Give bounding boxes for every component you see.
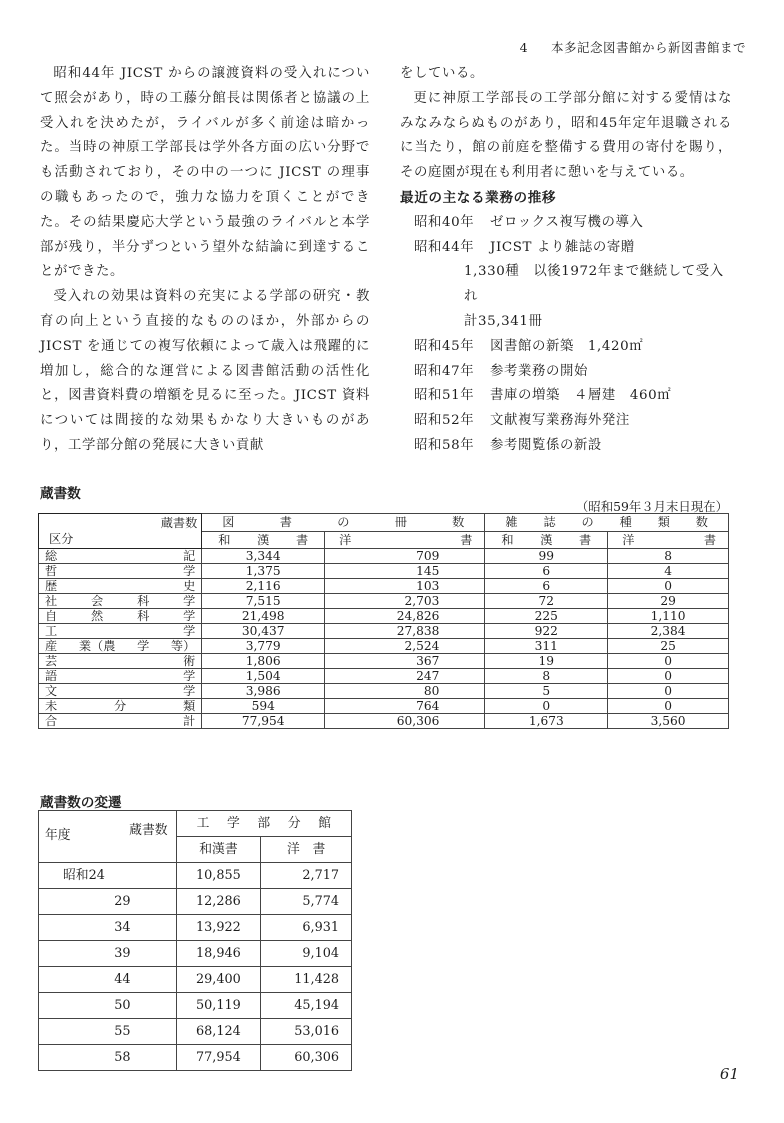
japanese-chinese-books: 10,855 — [176, 863, 261, 889]
row-label-chars — [45, 549, 195, 563]
history-item — [400, 335, 732, 360]
history-year: 昭和52年 — [414, 413, 475, 429]
header-char: 洋 — [339, 532, 352, 547]
table-row — [39, 654, 729, 669]
history-event-continued: 計35,341冊 — [464, 313, 543, 329]
western-books: 2,717 — [261, 863, 352, 889]
label-char: 類 — [183, 699, 196, 713]
table-row — [39, 967, 352, 993]
history-item — [400, 360, 732, 385]
journals-western: 29 — [608, 594, 729, 609]
journals-japanese-chinese: 99 — [485, 549, 608, 564]
as-of-date: （昭和59年３月末日現在） — [575, 499, 728, 514]
sub-yosho-header — [325, 531, 485, 549]
row-label — [39, 594, 202, 609]
table-row — [39, 993, 352, 1019]
corner-top-label: 蔵書数 — [160, 516, 198, 530]
western-books: 11,428 — [261, 967, 352, 993]
header-char: 書 — [295, 532, 309, 547]
label-char: 未 — [45, 699, 58, 713]
header-char: 洋 — [622, 532, 635, 547]
books-western: 80 — [325, 684, 485, 699]
history-item — [400, 409, 732, 434]
row-label-chars — [45, 564, 195, 578]
sub-yosho-header — [608, 531, 729, 549]
fiscal-year: 34 — [39, 915, 177, 941]
books-western: 24,826 — [325, 609, 485, 624]
label-char: 会 — [91, 594, 104, 608]
row-label — [39, 549, 202, 564]
japanese-chinese-books: 68,124 — [176, 1019, 261, 1045]
label-char: 然 — [91, 609, 104, 623]
label-char: 産 — [45, 639, 58, 653]
table-row — [39, 564, 729, 579]
holdings-table — [38, 513, 729, 729]
header-char: 種 — [619, 515, 632, 530]
chapter-title: 本多記念図書館から新図書館まで — [550, 40, 746, 55]
row-label — [39, 609, 202, 624]
row-label-chars — [45, 654, 195, 668]
row-label — [39, 714, 202, 729]
row-label — [39, 624, 202, 639]
books-western: 27,838 — [325, 624, 485, 639]
header-row — [39, 514, 729, 532]
journals-western: 3,560 — [608, 714, 729, 729]
header-char: 漢 — [257, 532, 270, 547]
history-year: 昭和44年 — [414, 239, 475, 255]
label-char: 学 — [183, 624, 196, 638]
table-row — [39, 889, 352, 915]
header-char: 館 — [318, 816, 331, 831]
label-char: 学 — [183, 669, 196, 683]
label-char: 計 — [183, 714, 196, 728]
books-japanese-chinese: 77,954 — [202, 714, 325, 729]
row-label-chars — [45, 624, 195, 638]
label-char: 学 — [137, 639, 150, 653]
label-char: 術 — [183, 654, 196, 668]
books-japanese-chinese: 3,779 — [202, 639, 325, 654]
japanese-chinese-books: 77,954 — [176, 1045, 261, 1071]
fiscal-year: 昭和24 — [39, 863, 177, 889]
books-western: 2,703 — [325, 594, 485, 609]
journals-japanese-chinese: 0 — [485, 699, 608, 714]
table-row — [39, 941, 352, 967]
label-char: 学 — [183, 564, 196, 578]
row-label — [39, 699, 202, 714]
sub-wakan-header: 和漢書 — [176, 837, 261, 863]
history-item — [400, 384, 732, 409]
row-label — [39, 639, 202, 654]
journals-japanese-chinese: 5 — [485, 684, 608, 699]
label-char: 社 — [45, 594, 58, 608]
books-japanese-chinese: 594 — [202, 699, 325, 714]
history-item — [400, 211, 732, 236]
fiscal-year: 50 — [39, 993, 177, 1019]
row-label — [39, 684, 202, 699]
header-char: 図 — [222, 515, 235, 530]
table-row — [39, 579, 729, 594]
header-char: の — [581, 515, 594, 530]
books-japanese-chinese: 3,344 — [202, 549, 325, 564]
journals-japanese-chinese: 72 — [485, 594, 608, 609]
history-event: JICST より雑誌の寄贈 — [490, 239, 635, 255]
history-event: ゼロックス複写機の導入 — [490, 214, 644, 230]
books-western: 2,524 — [325, 639, 485, 654]
books-western: 367 — [325, 654, 485, 669]
label-char: 自 — [45, 609, 58, 623]
corner-bottom-label: 年度 — [45, 827, 71, 843]
japanese-chinese-books: 50,119 — [176, 993, 261, 1019]
history-list — [400, 211, 732, 459]
western-books: 5,774 — [261, 889, 352, 915]
holdings-table-caption: 蔵書数 — [40, 486, 81, 502]
header-char: 分 — [287, 816, 301, 831]
table-row — [39, 863, 352, 889]
journals-japanese-chinese: 1,673 — [485, 714, 608, 729]
table-row — [39, 549, 729, 564]
header-char: 和 — [218, 532, 231, 547]
running-head — [520, 38, 746, 56]
label-char: 文 — [45, 684, 58, 698]
books-western: 709 — [325, 549, 485, 564]
journals-japanese-chinese: 311 — [485, 639, 608, 654]
corner-bottom-label: 区分 — [49, 532, 74, 546]
label-char: 哲 — [45, 564, 58, 578]
label-char: 分 — [114, 699, 127, 713]
paragraph: 昭和44年 JICST からの譲渡資料の受入れについて照会があり，時の工藤分館長は関係者と協議の上受入れを決めたが，ライバルが多く前途は暗かった。当時の神原工学部長は学外各方面の広い分野でも活動されており，その中の一つに JICST の理事の職もあったので，強力な協力を頂くことができた。その結果慶応大学という最強のライバルと本学部が残り，半分ずつという望外な結論に到達することができた。 — [40, 66, 370, 280]
header-char: 雑 — [505, 515, 518, 530]
journals-western: 8 — [608, 549, 729, 564]
history-item — [400, 434, 732, 459]
table-row — [39, 594, 729, 609]
label-char: 総 — [45, 549, 58, 563]
row-label — [39, 564, 202, 579]
books-western: 247 — [325, 669, 485, 684]
books-japanese-chinese: 30,437 — [202, 624, 325, 639]
corner-header — [39, 514, 202, 549]
header-char: 和 — [501, 532, 514, 547]
paragraph: をしている。 — [400, 66, 484, 81]
section-title: 最近の主なる業務の推移 — [400, 189, 557, 206]
header-char: 冊 — [394, 515, 407, 530]
journals-western: 0 — [608, 684, 729, 699]
table-row — [39, 624, 729, 639]
chapter-number: 4 — [519, 40, 529, 55]
header-char: 漢 — [540, 532, 553, 547]
history-event-continued: 1,330種 以後1972年まで継続して受入れ — [464, 264, 724, 305]
label-char: 芸 — [45, 654, 58, 668]
journals-western: 0 — [608, 669, 729, 684]
label-char: 工 — [45, 624, 58, 638]
books-western: 60,306 — [325, 714, 485, 729]
group-books-header — [202, 514, 485, 532]
journals-western: 0 — [608, 654, 729, 669]
header-char: 書 — [703, 532, 716, 547]
journals-japanese-chinese: 6 — [485, 579, 608, 594]
journals-western: 0 — [608, 699, 729, 714]
journals-japanese-chinese: 8 — [485, 669, 608, 684]
books-western: 764 — [325, 699, 485, 714]
table-row — [39, 915, 352, 941]
history-event: 書庫の増築 ４層建 460㎡ — [490, 388, 672, 404]
history-item — [400, 260, 732, 310]
header-char: 工 — [196, 816, 210, 831]
journals-western: 1,110 — [608, 609, 729, 624]
header-char: 学 — [226, 816, 240, 831]
row-label — [39, 669, 202, 684]
journals-western: 25 — [608, 639, 729, 654]
table-row — [39, 699, 729, 714]
fiscal-year: 29 — [39, 889, 177, 915]
sub-wakan-header — [202, 531, 325, 549]
japanese-chinese-books: 29,400 — [176, 967, 261, 993]
header-char: 部 — [257, 816, 271, 831]
history-event: 参考閲覧係の新設 — [490, 437, 602, 453]
label-char: 業（農 — [78, 639, 116, 653]
header-char: 数 — [452, 515, 465, 530]
label-char: 等） — [170, 639, 196, 653]
corner-top-label: 蔵書数 — [129, 822, 168, 838]
header-row — [39, 811, 352, 837]
row-label-chars — [45, 699, 195, 713]
corner-header — [39, 811, 177, 863]
header-char: の — [337, 515, 350, 530]
label-char: 科 — [137, 594, 150, 608]
fiscal-year: 44 — [39, 967, 177, 993]
journals-western: 0 — [608, 579, 729, 594]
history-item — [400, 236, 732, 261]
table-row — [39, 1045, 352, 1071]
header-char: 書 — [279, 515, 292, 530]
label-char: 記 — [183, 549, 196, 563]
japanese-chinese-books: 12,286 — [176, 889, 261, 915]
sub-yosho-header: 洋 書 — [261, 837, 352, 863]
journals-japanese-chinese: 19 — [485, 654, 608, 669]
page-number: 61 — [719, 1065, 739, 1083]
table-row — [39, 714, 729, 729]
label-char: 語 — [45, 669, 58, 683]
row-label-chars — [45, 684, 195, 698]
western-books: 45,194 — [261, 993, 352, 1019]
fiscal-year: 39 — [39, 941, 177, 967]
japanese-chinese-books: 18,946 — [176, 941, 261, 967]
label-char: 科 — [137, 609, 150, 623]
books-japanese-chinese: 2,116 — [202, 579, 325, 594]
label-char: 合 — [45, 714, 58, 728]
books-japanese-chinese: 7,515 — [202, 594, 325, 609]
group-header — [176, 811, 351, 837]
western-books: 53,016 — [261, 1019, 352, 1045]
table-row — [39, 684, 729, 699]
journals-japanese-chinese: 6 — [485, 564, 608, 579]
history-event: 参考業務の開始 — [490, 363, 588, 379]
books-western: 103 — [325, 579, 485, 594]
table-row — [39, 609, 729, 624]
history-event: 文献複写業務海外発注 — [490, 413, 630, 429]
header-char: 書 — [579, 532, 592, 547]
books-japanese-chinese: 3,986 — [202, 684, 325, 699]
books-japanese-chinese: 21,498 — [202, 609, 325, 624]
header-char: 数 — [695, 515, 708, 530]
label-char: 学 — [183, 609, 196, 623]
journals-japanese-chinese: 225 — [485, 609, 608, 624]
journals-japanese-chinese: 922 — [485, 624, 608, 639]
label-char: 学 — [183, 684, 196, 698]
row-label — [39, 654, 202, 669]
history-year: 昭和45年 — [414, 338, 475, 354]
row-label-chars — [45, 579, 195, 593]
label-char: 歴 — [45, 579, 58, 593]
header-char: 書 — [460, 532, 473, 547]
books-western: 145 — [325, 564, 485, 579]
table-row — [39, 639, 729, 654]
fiscal-year: 55 — [39, 1019, 177, 1045]
holdings-history-table — [38, 810, 352, 1071]
row-label — [39, 579, 202, 594]
western-books: 9,104 — [261, 941, 352, 967]
history-year: 昭和40年 — [414, 214, 475, 230]
history-event: 図書館の新築 1,420㎡ — [490, 338, 644, 354]
row-label-chars — [45, 609, 195, 623]
row-label-chars — [45, 639, 195, 653]
history-year: 昭和51年 — [414, 388, 475, 404]
header-char: 類 — [657, 515, 670, 530]
history-table-caption: 蔵書数の変遷 — [40, 795, 122, 811]
history-item — [400, 310, 732, 335]
header-char: 誌 — [543, 515, 556, 530]
japanese-chinese-books: 13,922 — [176, 915, 261, 941]
label-char: 史 — [183, 579, 196, 593]
label-char: 学 — [183, 594, 196, 608]
journals-western: 2,384 — [608, 624, 729, 639]
right-column — [400, 62, 732, 459]
journals-western: 4 — [608, 564, 729, 579]
books-japanese-chinese: 1,375 — [202, 564, 325, 579]
books-japanese-chinese: 1,504 — [202, 669, 325, 684]
sub-wakan-header — [485, 531, 608, 549]
western-books: 60,306 — [261, 1045, 352, 1071]
group-journals-header — [485, 514, 729, 532]
books-japanese-chinese: 1,806 — [202, 654, 325, 669]
row-label-chars — [45, 669, 195, 683]
history-year: 昭和47年 — [414, 363, 475, 379]
row-label-chars — [45, 714, 195, 728]
table-row — [39, 1019, 352, 1045]
left-column — [40, 62, 370, 459]
row-label-chars — [45, 594, 195, 608]
fiscal-year: 58 — [39, 1045, 177, 1071]
paragraph: 更に神原工学部長の工学部分館に対する愛情はなみなみならぬものがあり，昭和45年定年退職されるに当たり，館の前庭を整備する費用の寄付を賜り，その庭園が現在も利用者に憩いを与えている。 — [400, 90, 732, 181]
history-year: 昭和58年 — [414, 437, 475, 453]
paragraph: 受入れの効果は資料の充実による学部の研究・教育の向上という直接的なもののほか，外部からの JICST を通じての複写依頼によって歳入は飛躍的に増加し，総合的な運営による図書館活動の活性化と，図書資料費の増額を見るに至った。JICST 資料については間接的な効果もかなり大きいものがあり，工学部分館の発展に大きい貢献 — [40, 289, 370, 453]
table-row — [39, 669, 729, 684]
western-books: 6,931 — [261, 915, 352, 941]
